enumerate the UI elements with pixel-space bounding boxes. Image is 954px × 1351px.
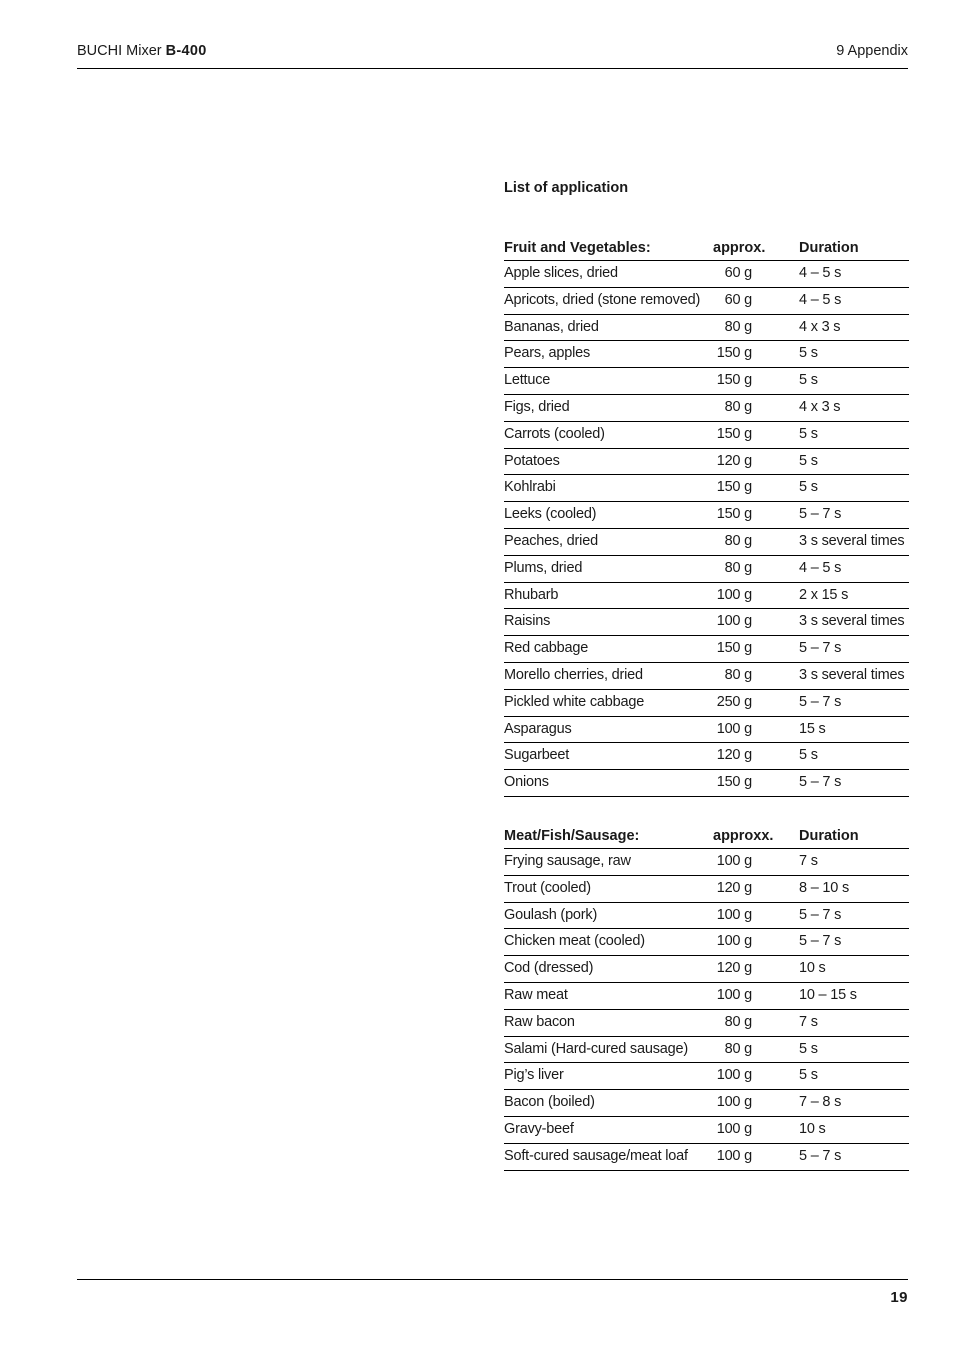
- cell-amount: 80 g: [713, 1036, 799, 1063]
- cell-item: Carrots (cooled): [504, 421, 713, 448]
- table-row: [504, 848, 909, 875]
- cell-duration: 10 s: [799, 1116, 909, 1143]
- cell-duration: 10 s: [799, 956, 909, 983]
- cell-duration: 15 s: [799, 716, 909, 743]
- cell-item: Rhubarb: [504, 582, 713, 609]
- cell-item: Plums, dried: [504, 555, 713, 582]
- cell-amount: 120 g: [713, 448, 799, 475]
- table-row: [504, 689, 909, 716]
- table-row: [504, 475, 909, 502]
- column-header-amount: approxx.: [713, 822, 799, 849]
- cell-item: Raisins: [504, 609, 713, 636]
- cell-duration: 5 – 7 s: [799, 1143, 909, 1170]
- cell-item: Lettuce: [504, 368, 713, 395]
- table-row: [504, 582, 909, 609]
- cell-item: Potatoes: [504, 448, 713, 475]
- footer-divider: [77, 1279, 908, 1280]
- cell-duration: 4 x 3 s: [799, 314, 909, 341]
- cell-amount: 250 g: [713, 689, 799, 716]
- cell-item: Red cabbage: [504, 636, 713, 663]
- cell-amount: 100 g: [713, 582, 799, 609]
- table-row: [504, 902, 909, 929]
- cell-amount: 60 g: [713, 261, 799, 288]
- cell-amount: 80 g: [713, 314, 799, 341]
- cell-item: Figs, dried: [504, 394, 713, 421]
- meat-table-body: [504, 848, 909, 1170]
- cell-duration: 7 s: [799, 848, 909, 875]
- cell-duration: 5 s: [799, 368, 909, 395]
- cell-duration: 5 s: [799, 1063, 909, 1090]
- cell-item: Pickled white cabbage: [504, 689, 713, 716]
- cell-item: Raw bacon: [504, 1009, 713, 1036]
- cell-amount: 100 g: [713, 848, 799, 875]
- cell-item: Morello cherries, dried: [504, 662, 713, 689]
- cell-item: Pig’s liver: [504, 1063, 713, 1090]
- cell-amount: 100 g: [713, 1143, 799, 1170]
- cell-amount: 120 g: [713, 743, 799, 770]
- cell-duration: 5 – 7 s: [799, 902, 909, 929]
- section-heading: List of application: [504, 180, 629, 196]
- cell-duration: 7 – 8 s: [799, 1090, 909, 1117]
- cell-amount: 100 g: [713, 982, 799, 1009]
- table-header-row: [504, 234, 909, 261]
- table-row: [504, 1009, 909, 1036]
- table-header-row: [504, 822, 909, 849]
- header-section: 9 Appendix: [836, 43, 908, 59]
- cell-duration: 5 s: [799, 448, 909, 475]
- cell-duration: 3 s several times: [799, 609, 909, 636]
- table-row: [504, 716, 909, 743]
- page-header: [77, 43, 908, 69]
- cell-amount: 150 g: [713, 636, 799, 663]
- table-row: [504, 261, 909, 288]
- table-row: [504, 421, 909, 448]
- cell-duration: 8 – 10 s: [799, 875, 909, 902]
- cell-duration: 5 – 7 s: [799, 502, 909, 529]
- cell-item: Gravy-beef: [504, 1116, 713, 1143]
- cell-amount: 120 g: [713, 875, 799, 902]
- table-row: [504, 875, 909, 902]
- column-header-duration: Duration: [799, 234, 909, 261]
- cell-duration: 5 s: [799, 475, 909, 502]
- table-row: [504, 314, 909, 341]
- column-header-amount: approx.: [713, 234, 799, 261]
- cell-amount: 120 g: [713, 956, 799, 983]
- table-row: [504, 636, 909, 663]
- cell-item: Chicken meat (cooled): [504, 929, 713, 956]
- cell-item: Salami (Hard-cured sausage): [504, 1036, 713, 1063]
- cell-duration: 7 s: [799, 1009, 909, 1036]
- cell-item: Goulash (pork): [504, 902, 713, 929]
- cell-item: Raw meat: [504, 982, 713, 1009]
- cell-amount: 150 g: [713, 502, 799, 529]
- table-row: [504, 448, 909, 475]
- cell-item: Leeks (cooled): [504, 502, 713, 529]
- cell-item: Asparagus: [504, 716, 713, 743]
- cell-item: Onions: [504, 770, 713, 797]
- cell-duration: 5 – 7 s: [799, 636, 909, 663]
- cell-duration: 3 s several times: [799, 662, 909, 689]
- cell-amount: 100 g: [713, 1090, 799, 1117]
- cell-amount: 100 g: [713, 609, 799, 636]
- cell-item: Apple slices, dried: [504, 261, 713, 288]
- cell-amount: 80 g: [713, 1009, 799, 1036]
- table-row: [504, 394, 909, 421]
- cell-item: Cod (dressed): [504, 956, 713, 983]
- cell-item: Sugarbeet: [504, 743, 713, 770]
- cell-item: Frying sausage, raw: [504, 848, 713, 875]
- table-row: [504, 743, 909, 770]
- header-product-prefix: BUCHI Mixer: [77, 43, 162, 59]
- column-header-item: Meat/Fish/Sausage:: [504, 822, 713, 849]
- cell-amount: 150 g: [713, 341, 799, 368]
- cell-item: Apricots, dried (stone removed): [504, 287, 713, 314]
- table-row: [504, 1143, 909, 1170]
- cell-amount: 100 g: [713, 1116, 799, 1143]
- cell-item: Bacon (boiled): [504, 1090, 713, 1117]
- cell-amount: 150 g: [713, 368, 799, 395]
- cell-duration: 5 s: [799, 341, 909, 368]
- cell-duration: 4 – 5 s: [799, 261, 909, 288]
- cell-amount: 100 g: [713, 929, 799, 956]
- table-row: [504, 982, 909, 1009]
- cell-duration: 5 – 7 s: [799, 770, 909, 797]
- table-row: [504, 502, 909, 529]
- meat-fish-sausage-table: [504, 822, 909, 1171]
- cell-amount: 150 g: [713, 421, 799, 448]
- table-row: [504, 528, 909, 555]
- cell-amount: 80 g: [713, 662, 799, 689]
- cell-item: Peaches, dried: [504, 528, 713, 555]
- table-row: [504, 662, 909, 689]
- cell-amount: 80 g: [713, 555, 799, 582]
- table-row: [504, 1036, 909, 1063]
- cell-duration: 4 – 5 s: [799, 555, 909, 582]
- main-content: [504, 178, 909, 1171]
- column-header-duration: Duration: [799, 822, 909, 849]
- table-row: [504, 929, 909, 956]
- cell-amount: 80 g: [713, 394, 799, 421]
- table-row: [504, 341, 909, 368]
- cell-duration: 5 – 7 s: [799, 929, 909, 956]
- cell-amount: 100 g: [713, 902, 799, 929]
- cell-duration: 10 – 15 s: [799, 982, 909, 1009]
- cell-item: Pears, apples: [504, 341, 713, 368]
- table-row: [504, 555, 909, 582]
- cell-item: Trout (cooled): [504, 875, 713, 902]
- cell-item: Bananas, dried: [504, 314, 713, 341]
- cell-duration: 5 s: [799, 1036, 909, 1063]
- table-row: [504, 609, 909, 636]
- cell-duration: 3 s several times: [799, 528, 909, 555]
- cell-duration: 4 – 5 s: [799, 287, 909, 314]
- table-row: [504, 1090, 909, 1117]
- cell-amount: 60 g: [713, 287, 799, 314]
- cell-duration: 5 – 7 s: [799, 689, 909, 716]
- column-header-item: Fruit and Vegetables:: [504, 234, 713, 261]
- table-row: [504, 956, 909, 983]
- cell-item: Kohlrabi: [504, 475, 713, 502]
- header-product-model: B-400: [165, 43, 207, 59]
- table-row: [504, 770, 909, 797]
- page-number: 19: [890, 1289, 908, 1306]
- cell-amount: 100 g: [713, 716, 799, 743]
- table-row: [504, 368, 909, 395]
- cell-item: Soft-cured sausage/meat loaf: [504, 1143, 713, 1170]
- cell-amount: 80 g: [713, 528, 799, 555]
- cell-amount: 100 g: [713, 1063, 799, 1090]
- table-row: [504, 1116, 909, 1143]
- cell-duration: 2 x 15 s: [799, 582, 909, 609]
- fruit-table-body: [504, 261, 909, 797]
- cell-amount: 150 g: [713, 475, 799, 502]
- cell-duration: 4 x 3 s: [799, 394, 909, 421]
- table-row: [504, 1063, 909, 1090]
- header-product: [77, 43, 207, 59]
- cell-amount: 150 g: [713, 770, 799, 797]
- cell-duration: 5 s: [799, 421, 909, 448]
- fruit-vegetables-table: [504, 234, 909, 797]
- table-row: [504, 287, 909, 314]
- cell-duration: 5 s: [799, 743, 909, 770]
